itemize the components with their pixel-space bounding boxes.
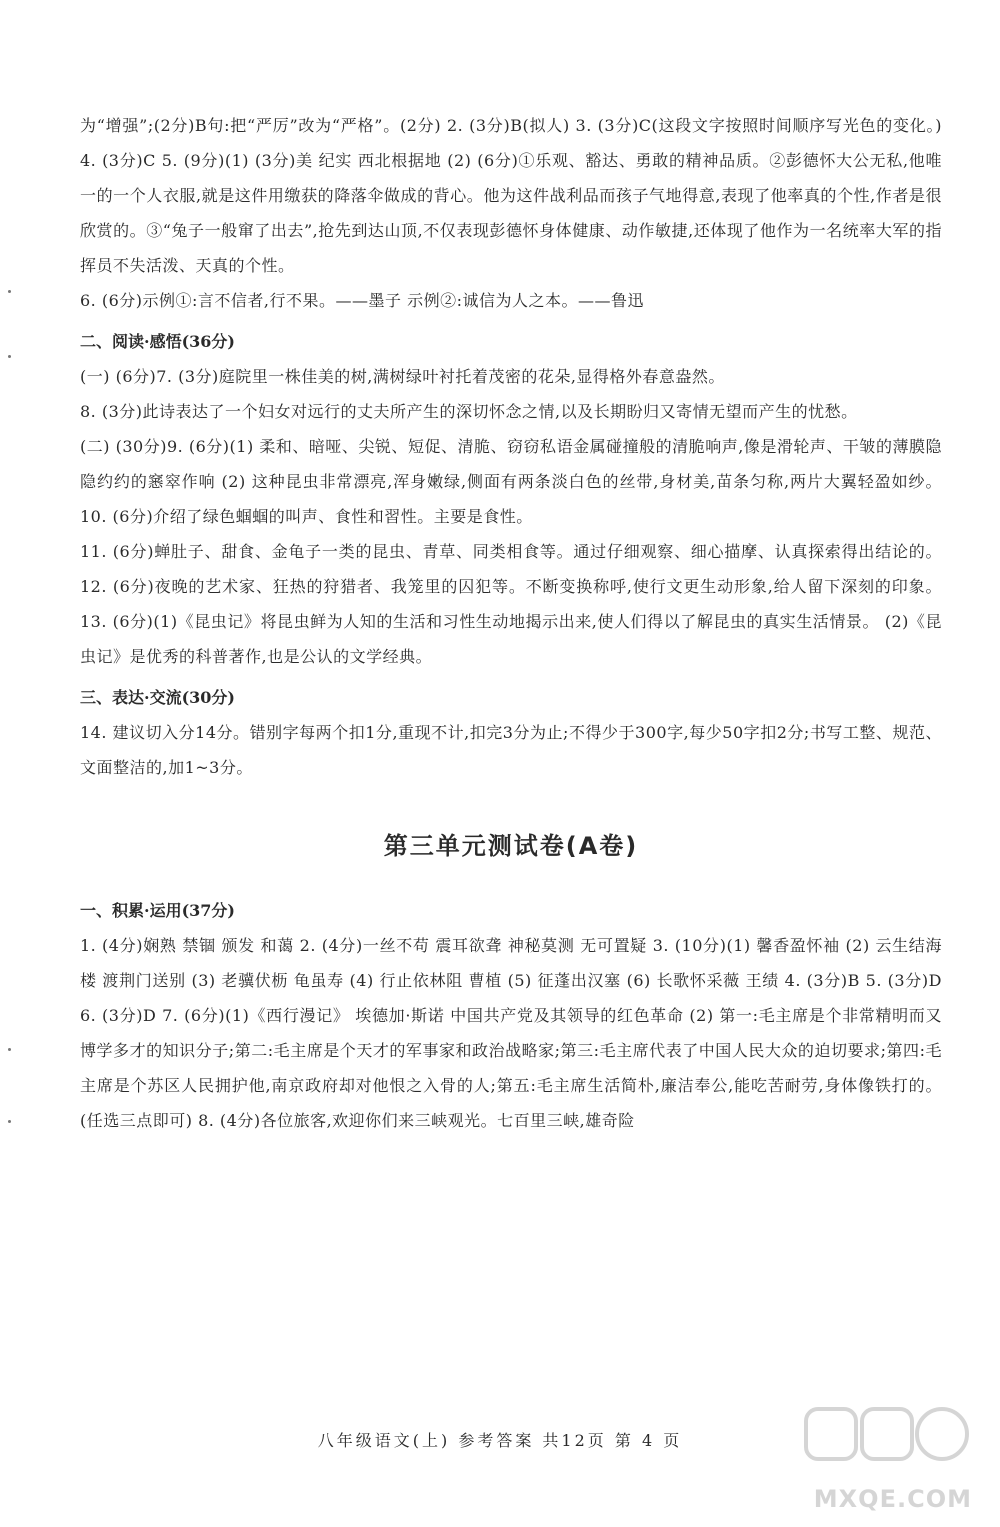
answer-paragraph: 1. (4分)娴熟 禁锢 颁发 和蔼 2. (4分)一丝不苟 震耳欲聋 神秘莫测 无可置疑 3. (10分)(1) 馨香盈怀袖 (2) 云生结海楼 渡荆门送别 (3) 老骥伏枥 龟虽寿 (4) 行止依林阻 曹植 (5) 征蓬出汉塞 (6) 长歌怀采薇 王绩 4. (3分)B 5. (3分)D 6. (3分)D 7. (6分)(1)《西行漫记》 埃德加·斯诺 中国共产党及其领导的红色革命 (2) 第一:毛主席是个非常精明而又博学多才的知识分子;第二:毛主席是个天才的军事家和政治战略家;第三:毛主席代表了中国人民大众的迫切要求;第四:毛主席是个苏区人民拥护他,南京政府却对他恨之入骨的人;第五:毛主席生活简朴,廉洁奉公,能吃苦耐劳,身体像铁打的。(任选三点即可) 8. (4分)各位旅客,欢迎你们来三峡观光。七百里三峡,雄奇险 [80,936,942,1130]
answer-page [80,108,942,1138]
section-heading: 三、表达·交流(30分) [80,688,235,707]
answer-paragraph: 为“增强”;(2分)B句:把“严厉”改为“严格”。(2分) 2. (3分)B(拟人) 3. (3分)C(这段文字按照时间顺序写光色的变化。) 4. (3分)C 5. (9分)(1) (3分)美 纪实 西北根据地 (2) (6分)①乐观、豁达、勇敢的精神品质。②彭德怀大公无私,他唯一的一个人衣服,就是这件用缴获的降落伞做成的背心。他为这件战利品而孩子气地得意,表现了他率真的个性,作者是很欣赏的。③“兔子一般窜了出去”,抢先到达山顶,不仅表现彭德怀身体健康、动作敏捷,还体现了他作为一名统率大军的指挥员不失活泼、天真的个性。 [80,116,942,275]
scan-dot [8,290,11,293]
answer-paragraph: 6. (6分)示例①:言不信者,行不果。——墨子 示例②:诚信为人之本。——鲁迅 [80,291,644,310]
unit-title: 第三单元测试卷(A卷) [383,832,639,860]
section-heading: 一、积累·运用(37分) [80,901,235,920]
watermark-text: MXQE.COM [813,1485,972,1513]
answer-paragraph: (一) (6分)7. (3分)庭院里一株佳美的树,满树绿叶衬托着茂密的花朵,显得格外春意盎然。 [80,367,725,386]
section-heading: 二、阅读·感悟(36分) [80,332,235,351]
scan-dot [8,355,11,358]
answer-paragraph: 14. 建议切入分14分。错别字每两个扣1分,重现不计,扣完3分为止;不得少于300字,每少50字扣2分;书写工整、规范、文面整洁的,加1~3分。 [80,723,942,777]
scan-dot [8,1120,11,1123]
answer-paragraph: 8. (3分)此诗表达了一个妇女对远行的丈夫所产生的深切怀念之情,以及长期盼归又寄情无望而产生的忧愁。 [80,402,858,421]
answer-paragraph: (二) (30分)9. (6分)(1) 柔和、暗哑、尖锐、短促、清脆、窃窃私语金属碰撞般的清脆响声,像是滑轮声、干皱的薄膜隐隐约约的窸窣作响 (2) 这种昆虫非常漂亮,浑身嫩绿,侧面有两条淡白色的丝带,身材美,苗条匀称,两片大翼轻盈如纱。 10. (6分)介绍了绿色蝈蝈的叫声、食性和習性。主要是食性。 [80,437,942,526]
watermark-icon [802,1403,972,1483]
scan-dot [8,1048,11,1051]
page-footer: 八年级语文(上) 参考答案 共12页 第 4 页 [317,1431,683,1450]
watermark-logo [802,1403,972,1513]
answer-paragraph: 11. (6分)蝉肚子、甜食、金龟子一类的昆虫、青草、同类相食等。通过仔细观察、细心描摩、认真探索得出结论的。 12. (6分)夜晚的艺术家、狂热的狩猎者、我笼里的囚犯等。不断变换称呼,使行文更生动形象,给人留下深刻的印象。 13. (6分)(1)《昆虫记》将昆虫鲜为人知的生活和习性生动地揭示出来,使人们得以了解昆虫的真实生活情景。 (2)《昆虫记》是优秀的科普著作,也是公认的文学经典。 [80,542,942,666]
